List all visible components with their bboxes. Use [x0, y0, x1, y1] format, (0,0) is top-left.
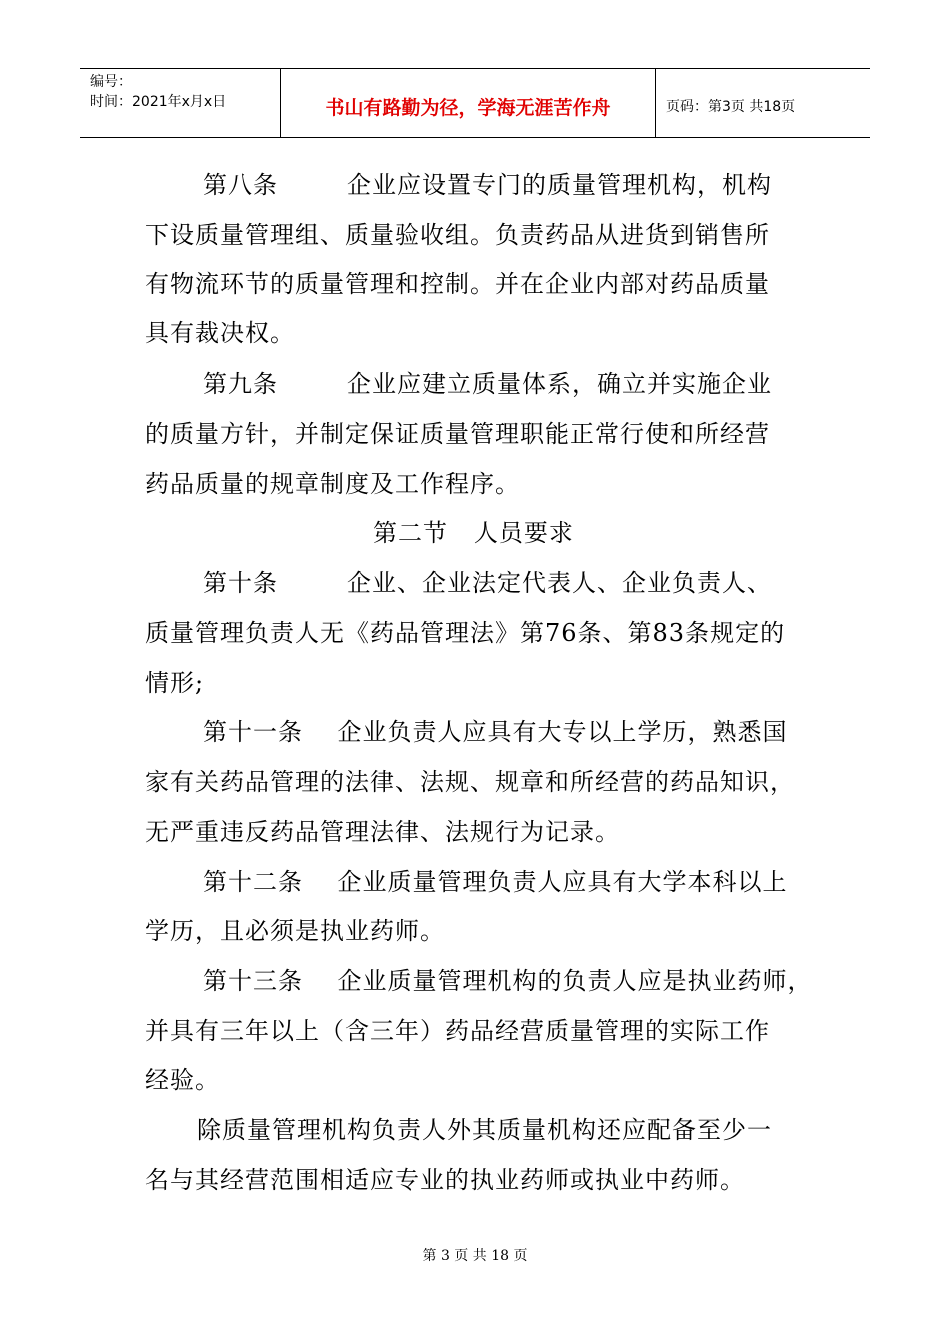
header-meta: [80, 69, 281, 137]
body-line: 家有关药品管理的法律、法规、规章和所经营的药品知识，: [145, 768, 795, 796]
page-footer: 第 3 页 共 18 页: [422, 1248, 528, 1264]
body-line: 无严重违反药品管理法律、法规行为记录。: [145, 818, 620, 846]
header-page-info: 页码：第3页 共18页: [666, 99, 796, 115]
body-line: 情形;: [145, 669, 205, 697]
body-line: 有物流环节的质量管理和控制。并在企业内部对药品质量: [145, 270, 770, 298]
section-heading: 第二节 人员要求: [373, 519, 574, 547]
document-number-label: 编号：: [90, 74, 132, 90]
body-line: 学历，且必须是执业药师。: [145, 917, 445, 945]
body-line: 经验。: [145, 1066, 220, 1094]
body-line: 下设质量管理组、质量验收组。负责药品从进货到销售所: [145, 221, 770, 249]
document-time-label: 时间：2021年x月x日: [90, 94, 227, 110]
body-line: 具有裁决权。: [145, 319, 295, 347]
body-line: 第十条 企业、企业法定代表人、企业负责人、: [203, 569, 773, 597]
body-line: 并具有三年以上（含三年）药品经营质量管理的实际工作: [145, 1017, 770, 1045]
body-line: 质量管理负责人无《药品管理法》第76条、第83条规定的: [145, 619, 786, 647]
page-header: [80, 68, 870, 138]
header-motto: 书山有路勤为径，学海无涯苦作舟: [281, 69, 656, 137]
body-line: 药品质量的规章制度及工作程序。: [145, 470, 520, 498]
body-line: 除质量管理机构负责人外其质量机构还应配备至少一: [197, 1116, 772, 1144]
body-line: 名与其经营范围相适应专业的执业药师或执业中药师。: [145, 1166, 745, 1194]
body-line: 的质量方针，并制定保证质量管理职能正常行使和所经营: [145, 420, 770, 448]
body-line: 第八条 企业应设置专门的质量管理机构，机构: [203, 171, 773, 199]
body-line: 第十二条 企业质量管理负责人应具有大学本科以上: [203, 868, 788, 896]
body-line: 第十一条 企业负责人应具有大专以上学历，熟悉国: [203, 718, 788, 746]
body-line: 第九条 企业应建立质量体系，确立并实施企业: [203, 370, 773, 398]
body-line: 第十三条 企业质量管理机构的负责人应是执业药师，: [203, 967, 813, 995]
